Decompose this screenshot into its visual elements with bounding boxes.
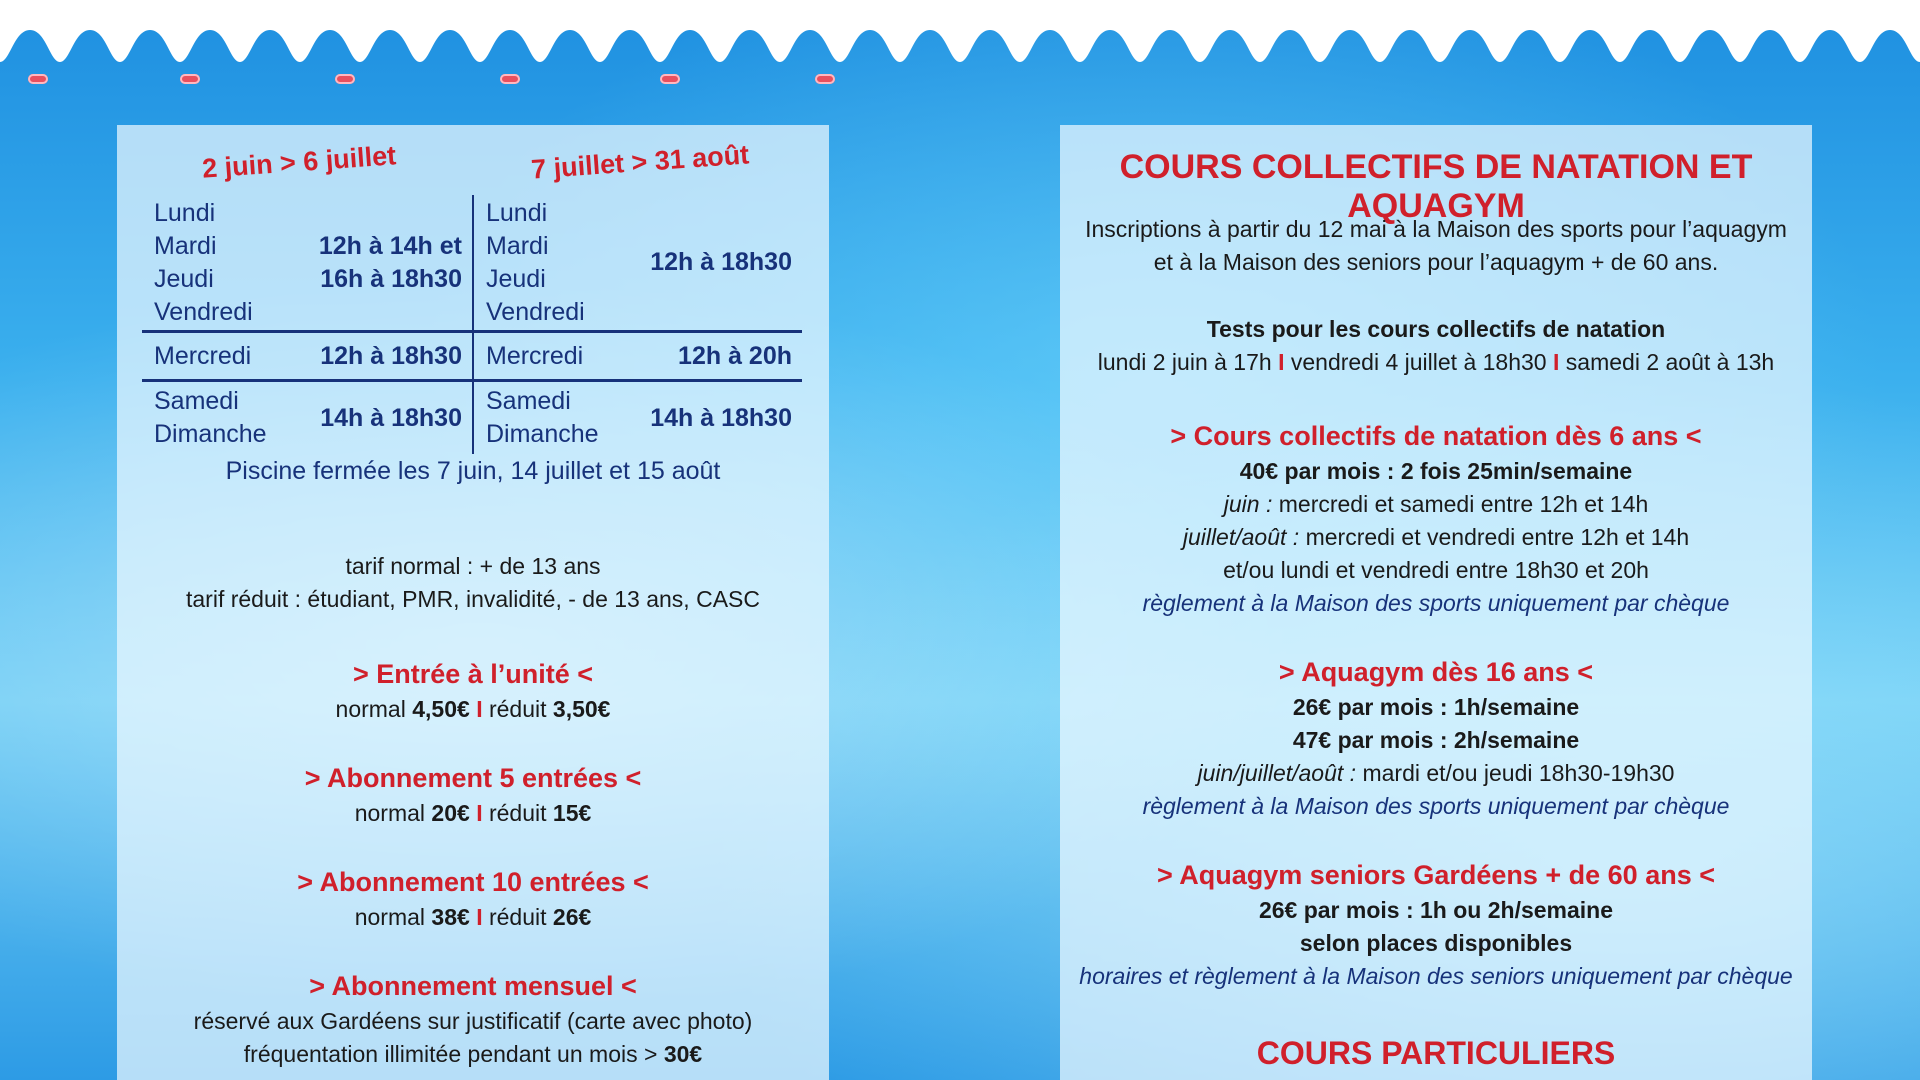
tariff-monthly: > Abonnement mensuel < réservé aux Gardéens sur justificatif (carte avec photo) fréquentation illimitée pendant un mois > 30€ (193, 971, 753, 1067)
courses-panel (1060, 125, 1812, 1080)
private-lessons-title: COURS PARTICULIERS (1256, 1035, 1616, 1071)
wednesday-row: Mercredi 12h à 18h30 Mercredi 12h à 20h (142, 330, 802, 379)
schedule-and-tariffs-panel (117, 125, 829, 1080)
tariff-single-entry: > Entrée à l’unité < normal 4,50€ I réduit 3,50€ (335, 659, 611, 722)
courses-title: COURS COLLECTIFS DE NATATION ET AQUAGYM (1119, 148, 1753, 225)
swim-tests: Tests pour les cours collectifs de natation lundi 2 juin à 17h I vendredi 4 juillet à 18h30 I samedi 2 août à 13h (1097, 316, 1775, 375)
period-title-june: 2 juin > 6 juillet (201, 140, 398, 184)
weekday-list: Lundi Mardi Jeudi Vendredi (154, 198, 253, 326)
tariff-5-entries: > Abonnement 5 entrées < normal 20€ I réduit 15€ (304, 763, 642, 826)
period-title-summer: 7 juillet > 31 août (530, 139, 751, 185)
aquagym-section: > Aquagym dès 16 ans < 26€ par mois : 1h/semaine 47€ par mois : 2h/semaine juin/juillet/août : mardi et/ou jeudi 18h30-19h30 règlement à la Maison des sports uniquement par chèque (1142, 657, 1730, 819)
closure-note: Piscine fermée les 7 juin, 14 juillet et 15 août (225, 457, 721, 485)
tariff-definitions: tarif normal : + de 13 ans tarif réduit : étudiant, PMR, invalidité, - de 13 ans, CASC (186, 553, 760, 612)
tariff-10-entries: > Abonnement 10 entrées < normal 38€ I réduit 26€ (297, 867, 649, 930)
lane-rope (0, 70, 1920, 90)
registration-info: Inscriptions à partir du 12 mai à la Maison des sports pour l’aquagym et à la Maison des seniors pour l’aquagym + de 60 ans. (1085, 216, 1787, 275)
weekday-list: Lundi Mardi Jeudi Vendredi (486, 198, 585, 326)
weekday-hours: 12h à 18h30 (650, 248, 792, 276)
weekday-row (142, 195, 802, 330)
wave-border (0, 0, 1920, 70)
private-lessons-section (1060, 1033, 1812, 1073)
opening-hours-table (142, 195, 802, 454)
weekday-hours: 12h à 14h et 16h à 18h30 (318, 231, 462, 293)
swim-course-section: > Cours collectifs de natation dès 6 ans < 40€ par mois : 2 fois 25min/semaine juin : mercredi et samedi entre 12h et 14h juillet/août : mercredi et vendredi entre 12h et 14h et/ou lundi et vendredi entre 18h30 et 20h règlement à la Maison des sports uniquement par chèque (1142, 421, 1730, 616)
weekend-row: Samedi Dimanche 14h à 18h30 Samedi Dimanche 14h à 18h30 (142, 379, 802, 454)
aquagym-seniors-section: > Aquagym seniors Gardéens + de 60 ans < 26€ par mois : 1h ou 2h/semaine selon places disponibles horaires et règlement à la Maison des seniors uniquement par chèque (1079, 860, 1793, 989)
